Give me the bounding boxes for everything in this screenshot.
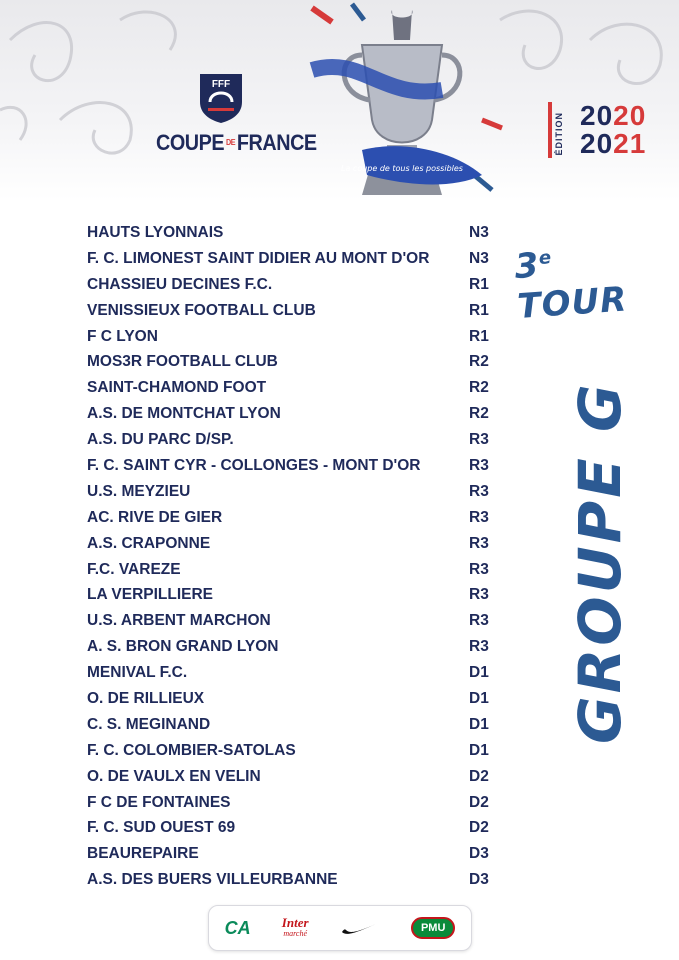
team-name: F.C. VAREZE — [87, 560, 181, 578]
team-level: R3 — [469, 560, 489, 578]
team-level: D2 — [469, 819, 489, 837]
team-level: R3 — [469, 534, 489, 552]
team-row — [87, 686, 507, 712]
team-name: VENISSIEUX FOOTBALL CLUB — [87, 301, 316, 319]
edition-bar — [548, 102, 552, 158]
team-level: D1 — [469, 741, 489, 759]
team-name: SAINT-CHAMOND FOOT — [87, 379, 267, 397]
coupe-de-france-wordmark — [156, 130, 317, 156]
team-row — [87, 867, 507, 893]
team-row — [87, 557, 507, 583]
credit-agricole-logo: CA — [224, 917, 251, 938]
team-level: R3 — [469, 456, 489, 474]
team-name: AC. RIVE DE GIER — [87, 508, 223, 526]
edition-block — [548, 100, 647, 162]
team-name: O. DE RILLIEUX — [87, 689, 205, 707]
team-row — [87, 660, 507, 686]
team-name: MOS3R FOOTBALL CLUB — [87, 353, 278, 371]
team-row — [87, 453, 507, 479]
team-row — [87, 479, 507, 505]
team-row — [87, 272, 507, 298]
team-name: U.S. ARBENT MARCHON — [87, 612, 271, 630]
team-row — [87, 608, 507, 634]
team-name: F C DE FONTAINES — [87, 793, 231, 811]
team-row — [87, 220, 507, 246]
team-level: R3 — [469, 586, 489, 604]
team-name: A.S. DU PARC D/SP. — [87, 431, 234, 449]
team-level: D1 — [469, 715, 489, 733]
team-level: R3 — [469, 508, 489, 526]
edition-year-top: 2020 — [580, 100, 647, 131]
team-row — [87, 738, 507, 764]
intermarche-logo: Inter marché — [281, 915, 309, 938]
team-level: D1 — [469, 689, 489, 707]
trophy-illustration — [292, 0, 512, 215]
team-row — [87, 349, 507, 375]
team-row — [87, 634, 507, 660]
team-level: R2 — [469, 353, 489, 371]
team-row — [87, 324, 507, 350]
team-name: A.S. CRAPONNE — [87, 534, 211, 552]
team-row — [87, 427, 507, 453]
team-row — [87, 764, 507, 790]
brand-right: FRANCE — [236, 130, 317, 155]
team-name: F. C. SUD OUEST 69 — [87, 819, 236, 837]
team-name: BEAUREPAIRE — [87, 845, 199, 863]
sponsor-bar — [208, 905, 472, 951]
team-row — [87, 841, 507, 867]
group-label: GROUPE G — [566, 381, 634, 744]
team-level: R1 — [469, 327, 489, 345]
team-name: A.S. DES BUERS VILLEURBANNE — [87, 871, 338, 889]
pmu-logo: PMU — [411, 917, 455, 939]
team-name: F C LYON — [87, 327, 158, 345]
trophy-banner-text: La coupe de tous les possibles — [341, 164, 463, 173]
team-row — [87, 401, 507, 427]
edition-label: ÉDITION — [554, 112, 564, 156]
team-name: LA VERPILLIERE — [87, 586, 214, 604]
team-level: D3 — [469, 871, 489, 889]
team-level: R3 — [469, 482, 489, 500]
team-row — [87, 582, 507, 608]
team-row — [87, 712, 507, 738]
team-name: A. S. BRON GRAND LYON — [87, 638, 279, 656]
fff-shield-logo — [196, 72, 246, 124]
brand-de: DE — [225, 138, 236, 147]
team-level: D2 — [469, 767, 489, 785]
team-level: N3 — [469, 223, 489, 241]
team-level: R3 — [469, 612, 489, 630]
team-name: F. C. COLOMBIER-SATOLAS — [87, 741, 296, 759]
round-label: TOUR — [516, 279, 629, 327]
team-name: F. C. SAINT CYR - COLLONGES - MONT D'OR — [87, 456, 421, 474]
fff-text: FFF — [211, 79, 231, 90]
team-level: D2 — [469, 793, 489, 811]
team-name: U.S. MEYZIEU — [87, 482, 191, 500]
team-name: HAUTS LYONNAIS — [87, 223, 224, 241]
team-row — [87, 298, 507, 324]
team-name: C. S. MEGINAND — [87, 715, 211, 733]
team-name: MENIVAL F.C. — [87, 664, 188, 682]
team-level: R2 — [469, 379, 489, 397]
team-level: R2 — [469, 405, 489, 423]
team-row — [87, 815, 507, 841]
team-level: R1 — [469, 275, 489, 293]
team-level: D1 — [469, 664, 489, 682]
team-level: D3 — [469, 845, 489, 863]
team-name: O. DE VAULX EN VELIN — [87, 767, 261, 785]
team-row — [87, 246, 507, 272]
team-name: A.S. DE MONTCHAT LYON — [87, 405, 281, 423]
team-name: CHASSIEU DECINES F.C. — [87, 275, 273, 293]
edition-year-bottom: 2021 — [580, 128, 647, 159]
round-number: 3 — [513, 245, 541, 288]
brand-left: COUPE — [156, 130, 225, 155]
team-list — [87, 220, 507, 893]
team-name: F. C. LIMONEST SAINT DIDIER AU MONT D'OR — [87, 249, 430, 267]
team-level: N3 — [469, 249, 489, 267]
team-level: R3 — [469, 638, 489, 656]
team-row — [87, 790, 507, 816]
team-row — [87, 531, 507, 557]
round-suffix: e — [538, 247, 553, 270]
round-heading — [513, 237, 663, 327]
team-level: R1 — [469, 301, 489, 319]
swoosh-icon — [340, 920, 380, 936]
team-level: R3 — [469, 431, 489, 449]
team-row — [87, 505, 507, 531]
team-row — [87, 375, 507, 401]
